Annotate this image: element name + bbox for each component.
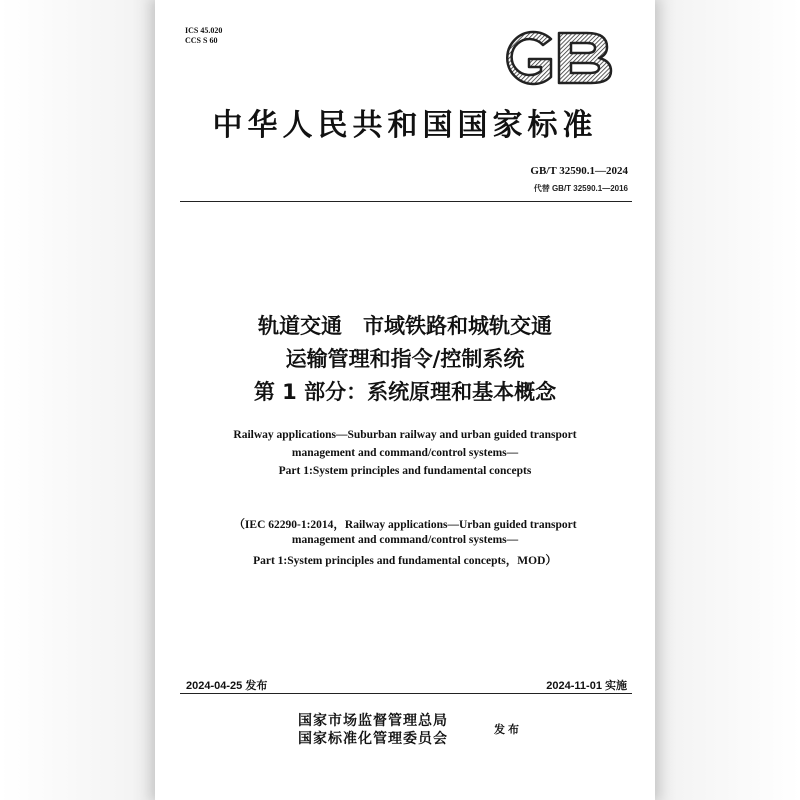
english-title-line-2: management and command/control systems— xyxy=(291,447,519,459)
issuer-line-1: 国家市场监督管理总局 xyxy=(298,713,448,729)
standard-code: GB/T 32590.1—2024 xyxy=(530,165,628,177)
publish-label: 发布 xyxy=(494,723,522,736)
gb-logo xyxy=(495,25,615,91)
english-title-line-3: Part 1:System principles and fundamental concepts xyxy=(278,465,532,477)
country-standard-title: 中华人民共和国国家标准 xyxy=(212,108,598,143)
top-divider xyxy=(180,201,632,202)
issuer-line-2: 国家标准化管理委员会 xyxy=(298,731,448,747)
classification-codes xyxy=(185,26,222,46)
chinese-title-line-1: 轨道交通 市域铁路和城轨交通 xyxy=(258,314,552,338)
bottom-divider xyxy=(180,693,632,694)
chinese-title-line-2: 运输管理和指令/控制系统 xyxy=(285,347,525,371)
replaces-code: 代替 GB/T 32590.1—2016 xyxy=(533,184,628,193)
right-margin xyxy=(655,0,800,800)
effective-date: 2024-11-01 实施 xyxy=(546,680,627,692)
ccs-code: CCS S 60 xyxy=(185,36,218,45)
chinese-title-line-3: 第 1 部分：系统原理和基本概念 xyxy=(253,380,557,404)
english-title-line-1: Railway applications—Suburban railway and urban guided transport xyxy=(233,429,577,441)
equivalent-standard-line-1: （IEC 62290-1:2014，Railway applications—Urban guided transport xyxy=(233,519,577,531)
ics-code: ICS 45.020 xyxy=(185,26,223,35)
equivalent-standard-line-3: Part 1:System principles and fundamental concepts，MOD） xyxy=(253,555,557,567)
issue-date: 2024-04-25 发布 xyxy=(186,680,268,692)
left-margin xyxy=(0,0,155,800)
equivalent-standard-line-2: management and command/control systems— xyxy=(291,534,519,546)
